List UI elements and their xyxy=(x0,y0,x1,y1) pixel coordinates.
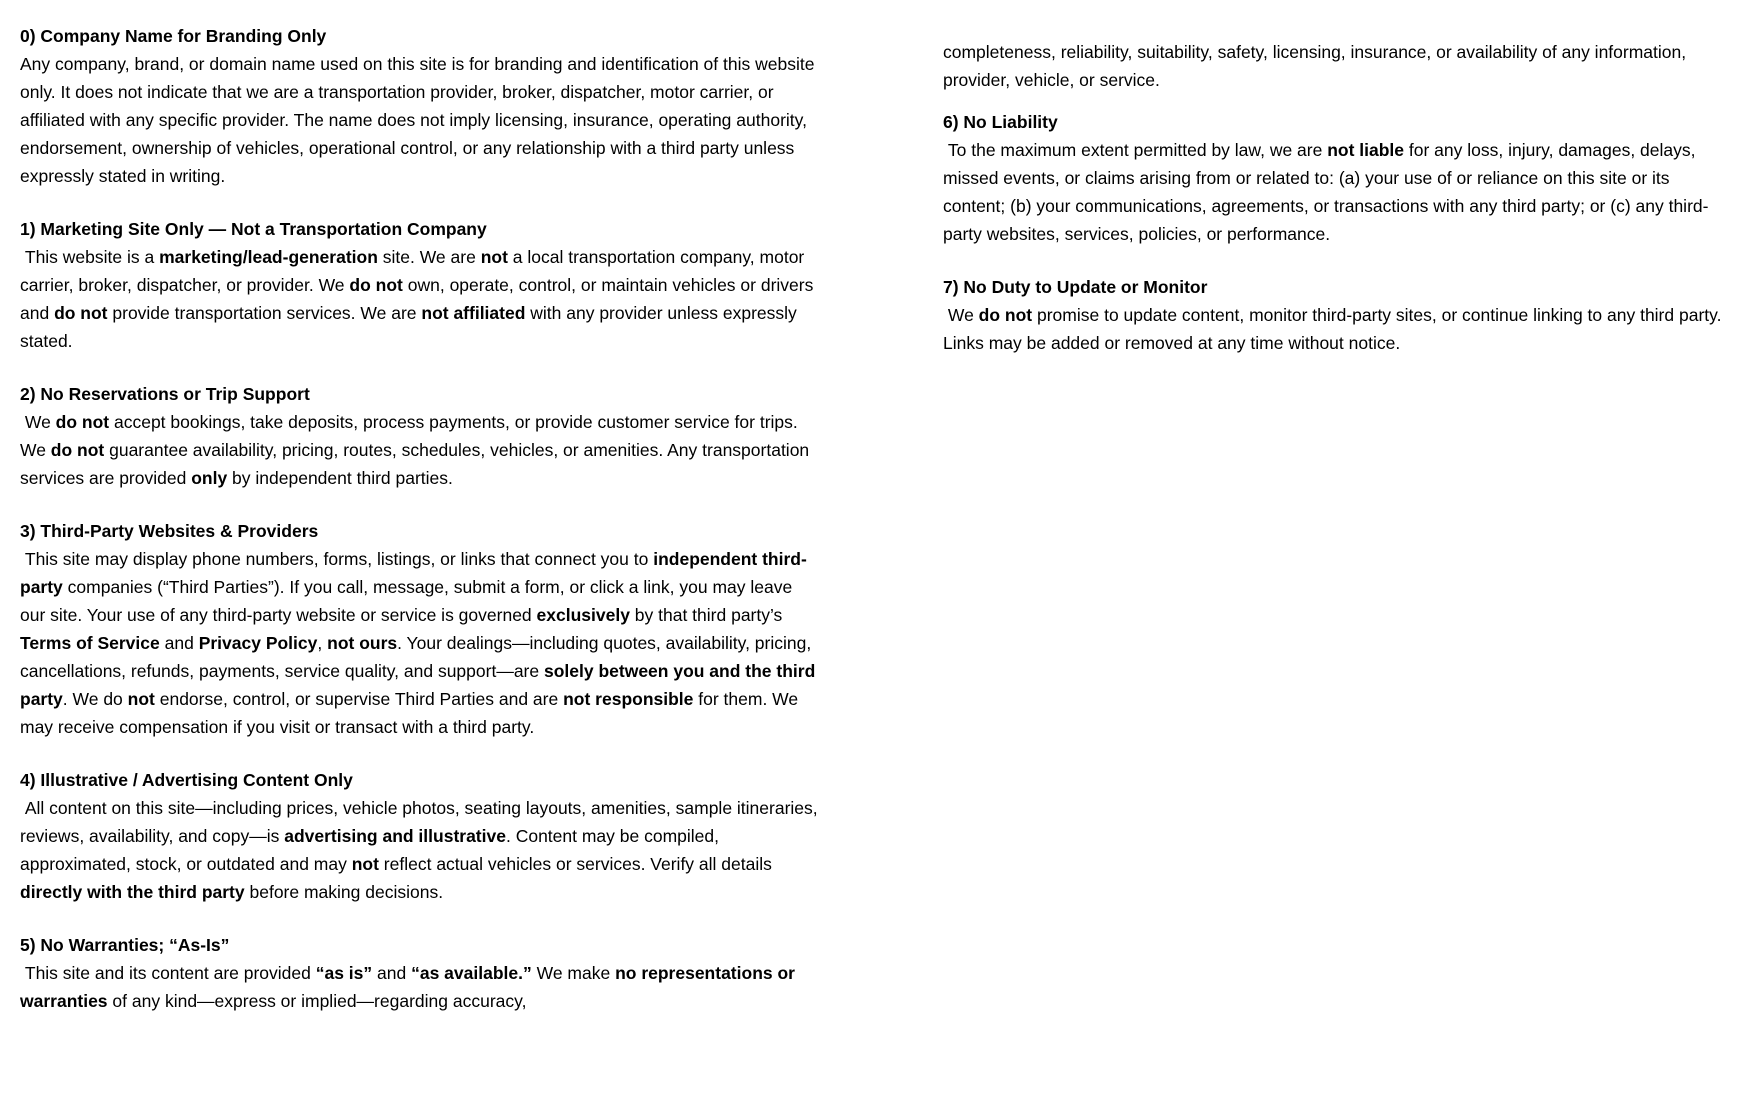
text-run: before making decisions. xyxy=(244,882,444,902)
left-column xyxy=(20,22,823,1015)
section-heading: 0) Company Name for Branding Only xyxy=(20,26,327,46)
bold-text-run: do not xyxy=(349,275,403,295)
section xyxy=(20,517,820,741)
text-run: and xyxy=(372,963,412,983)
section-heading: 1) Marketing Site Only — Not a Transportation Company xyxy=(20,219,487,239)
section-body xyxy=(943,38,1732,94)
bold-text-run: not xyxy=(127,689,155,709)
bold-text-run: do not xyxy=(978,305,1033,325)
right-column xyxy=(943,38,1732,357)
bold-text-run: no representations or warranties xyxy=(20,963,800,1011)
text-run: . We do xyxy=(62,689,128,709)
section-body xyxy=(20,408,820,492)
text-run: We xyxy=(20,412,56,432)
text-run: This site may display phone numbers, forms, listings, or links that connect you to xyxy=(20,549,654,569)
text-run: . Content may be compiled, approximated, stock, or outdated and may xyxy=(20,826,724,874)
text-run: This website is a xyxy=(20,247,160,267)
section-body xyxy=(20,50,820,190)
bold-text-run: not ours xyxy=(327,633,398,653)
bold-text-run: “as available.” xyxy=(411,963,532,983)
bold-text-run: marketing/lead-generation xyxy=(159,247,378,267)
text-run: promise to update content, monitor third-party sites, or continue linking to any third party. Links may be added or removed at any time without notice. xyxy=(943,305,1727,353)
text-run: a local transportation company, motor carrier, broker, dispatcher, or provider. We xyxy=(20,247,810,295)
text-run: by that third party’s xyxy=(629,605,788,625)
text-run: All content on this site—including prices, vehicle photos, seating layouts, amenities, sample itineraries, reviews, availability, and copy—is xyxy=(20,798,823,846)
bold-text-run: not liable xyxy=(1327,140,1405,160)
section xyxy=(20,380,820,492)
section-body xyxy=(20,959,820,1015)
text-run: provide transportation services. We are xyxy=(107,303,422,323)
section-body xyxy=(943,136,1732,248)
text-run: . Your dealings—including quotes, availability, pricing, cancellations, refunds, payments, service quality, and support—are xyxy=(20,633,817,681)
bold-text-run: not xyxy=(480,247,508,267)
bold-text-run: do not xyxy=(50,440,105,460)
text-run: Any company, brand, or domain name used on this site is for branding and identification of this website only. It does not indicate that we are a transportation provider, broker, dispatcher, motor carrier, or affiliated with any specific provider. The name does not imply licensing, insurance, operating authority, endorsement, ownership of vehicles, operational control, or any relationship with a third party unless expressly stated in writing. xyxy=(20,54,820,186)
bold-text-run: advertising and illustrative xyxy=(284,826,506,846)
text-run: companies (“Third Parties”). If you call, message, submit a form, or click a link, you may leave our site. Your use of any third-party website or service is governed xyxy=(20,577,798,625)
text-run: for them. We may receive compensation if you visit or transact with a third party. xyxy=(20,689,803,737)
section xyxy=(20,22,820,190)
section-body xyxy=(20,794,823,906)
bold-text-run: not affiliated xyxy=(421,303,526,323)
bold-text-run: Terms of Service xyxy=(20,633,160,653)
bold-text-run: do not xyxy=(54,303,108,323)
text-run: for any loss, injury, damages, delays, missed events, or claims arising from or related to: (a) your use of or reliance on this site or its content; (b) your communications, agreements, or transactions with any third party; or (c) any third-party websites, services, policies, or performance. xyxy=(943,140,1709,244)
text-run: reflect actual vehicles or services. Verify all details xyxy=(378,854,777,874)
bold-text-run: not responsible xyxy=(563,689,694,709)
text-run: own, operate, control, or maintain vehicles or drivers and xyxy=(20,275,819,323)
section xyxy=(20,215,820,355)
text-run: We xyxy=(943,305,979,325)
bold-text-run: do not xyxy=(55,412,110,432)
section-body xyxy=(20,545,820,741)
bold-text-run: directly with the third party xyxy=(20,882,245,902)
bold-text-run: Privacy Policy xyxy=(198,633,318,653)
text-run: To the maximum extent permitted by law, we are xyxy=(943,140,1328,160)
section xyxy=(943,273,1732,357)
section-heading: 6) No Liability xyxy=(943,112,1058,132)
section xyxy=(20,766,823,906)
bold-text-run: “as is” xyxy=(315,963,373,983)
bold-text-run: solely between you and the third party xyxy=(20,661,821,709)
bold-text-run: only xyxy=(191,468,228,488)
section-heading: 3) Third-Party Websites & Providers xyxy=(20,521,319,541)
text-run: with any provider unless expressly stated. xyxy=(20,303,802,351)
text-run: endorse, control, or supervise Third Parties and are xyxy=(154,689,564,709)
section-heading: 2) No Reservations or Trip Support xyxy=(20,384,310,404)
text-run: We make xyxy=(531,963,616,983)
text-run: of any kind—express or implied—regarding accuracy, xyxy=(107,991,527,1011)
bold-text-run: exclusively xyxy=(536,605,630,625)
text-run: and xyxy=(159,633,199,653)
text-run: by independent third parties. xyxy=(227,468,453,488)
section-heading: 4) Illustrative / Advertising Content Only xyxy=(20,770,353,790)
bold-text-run: not xyxy=(351,854,379,874)
section-body xyxy=(943,301,1732,357)
text-run: , xyxy=(317,633,328,653)
text-run: completeness, reliability, suitability, safety, licensing, insurance, or availability of any information, provider, vehicle, or service. xyxy=(943,42,1691,90)
section xyxy=(943,108,1732,248)
text-run: guarantee availability, pricing, routes, schedules, vehicles, or amenities. Any transportation services are provided xyxy=(20,440,815,488)
section-heading: 5) No Warranties; “As-Is” xyxy=(20,935,230,955)
text-run: site. We are xyxy=(377,247,481,267)
text-run: This site and its content are provided xyxy=(20,963,316,983)
text-run: accept bookings, take deposits, process payments, or provide customer service for trips. We xyxy=(20,412,803,460)
section xyxy=(20,931,820,1015)
section-body xyxy=(20,243,820,355)
section-heading: 7) No Duty to Update or Monitor xyxy=(943,277,1208,297)
bold-text-run: independent third-party xyxy=(20,549,807,597)
section-continuation xyxy=(943,38,1732,94)
